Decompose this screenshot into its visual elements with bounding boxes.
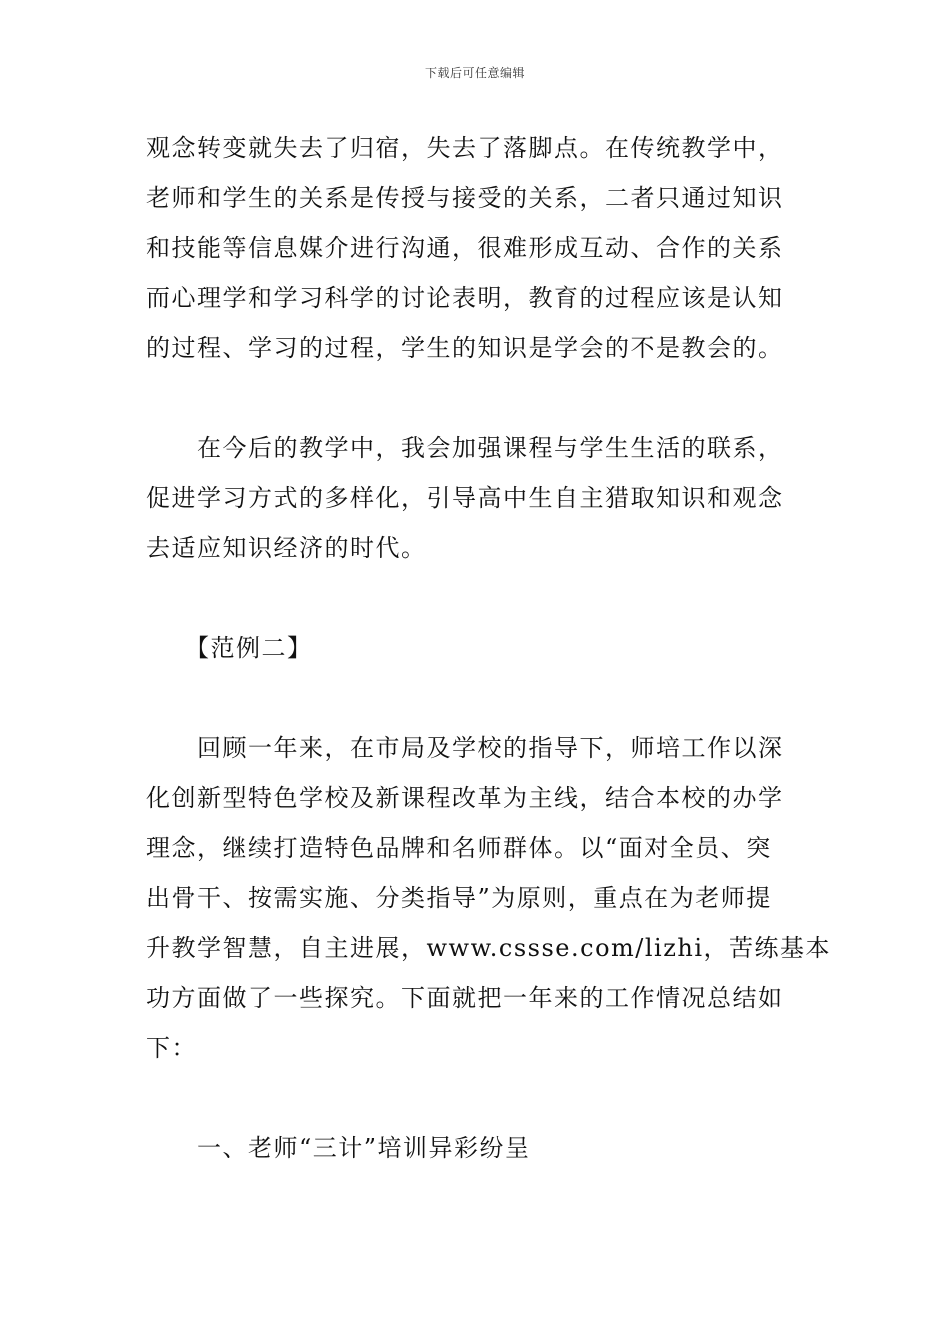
text-line: 在今后的教学中，我会加强课程与学生生活的联系， (146, 434, 784, 462)
text-line: 功方面做了一些探究。下面就把一年来的工作情况总结如 (146, 984, 784, 1012)
text-line: 老师和学生的关系是传授与接受的关系，二者只通过知识 (146, 184, 784, 212)
text-line: 观念转变就失去了归宿，失去了落脚点。在传统教学中， (146, 134, 784, 162)
text-line: 升教学智慧，自主进展，www.cssse.com/lizhi，苦练基本 (146, 934, 831, 962)
text-line: 出骨干、按需实施、分类指导”为原则，重点在为老师提 (146, 884, 772, 912)
text-line: 的过程、学习的过程，学生的知识是学会的不是教会的。 (146, 334, 784, 362)
text-line: 下： (146, 1034, 197, 1062)
text-line: 去适应知识经济的时代。 (146, 534, 427, 562)
text-line: 回顾一年来，在市局及学校的指导下，师培工作以深 (146, 734, 784, 762)
text-line: 促进学习方式的多样化，引导高中生自主猎取知识和观念 (146, 484, 784, 512)
text-line: 化创新型特色学校及新课程改革为主线，结合本校的办学 (146, 784, 784, 812)
heading-line: 一、老师“三计”培训异彩纷呈 (146, 1134, 531, 1162)
heading-line: 【范例二】 (146, 634, 313, 662)
text-line: 而心理学和学习科学的讨论表明，教育的过程应该是认知 (146, 284, 784, 312)
text-line: 和技能等信息媒介进行沟通，很难形成互动、合作的关系 (146, 234, 784, 262)
text-line: 理念，继续打造特色品牌和名师群体。以“面对全员、突 (146, 834, 772, 862)
page-header-note: 下载后可任意编辑 (424, 66, 525, 80)
